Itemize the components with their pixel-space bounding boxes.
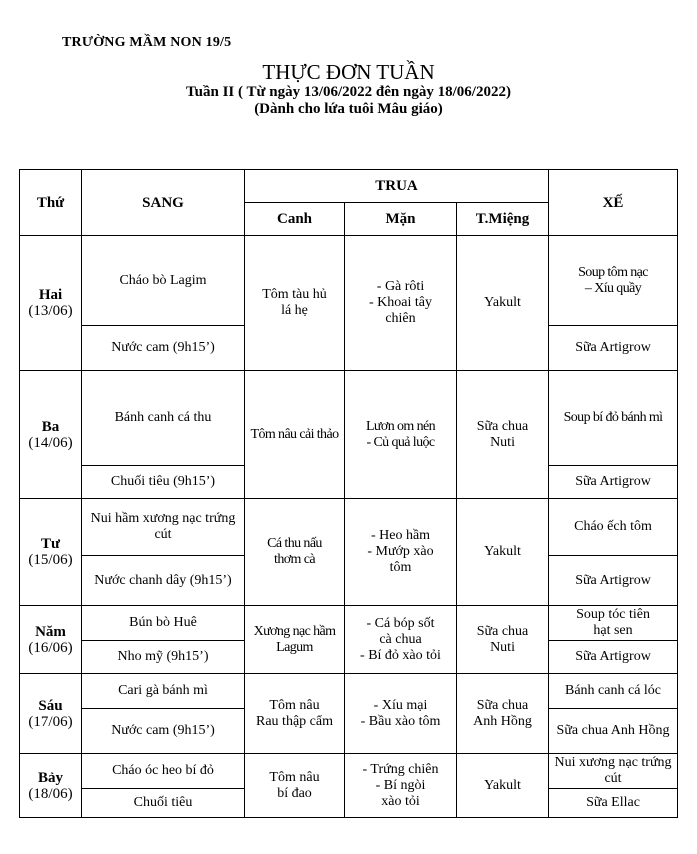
dessert-line: Nuti: [490, 434, 515, 450]
dessert-cell: [457, 674, 549, 754]
day-date: (13/06): [28, 303, 73, 319]
afternoon-main-cell: [549, 499, 678, 556]
savory-cell: [345, 499, 457, 606]
morning-snack-cell: Nho mỹ (9h15’): [82, 641, 245, 674]
soup-cell: [245, 606, 345, 674]
afternoon-main-line: Bánh canh cá lóc: [565, 683, 662, 698]
soup-line: bí đao: [277, 785, 312, 801]
morning-snack-cell: Nước chanh dây (9h15’): [82, 556, 245, 606]
morning-snack-cell: Chuối tiêu (9h15’): [82, 466, 245, 499]
day-cell: [20, 674, 82, 754]
savory-line: - Cá bóp sốt: [366, 615, 435, 631]
day-row: [20, 499, 678, 556]
header-morning: SANG: [82, 170, 245, 236]
day-row: [20, 674, 678, 709]
dessert-line: Sữa chua: [476, 418, 529, 434]
header-dessert: T.Miệng: [457, 203, 549, 236]
dessert-cell: [457, 236, 549, 371]
page-title: THỰC ĐƠN TUẦN: [262, 60, 435, 84]
day-date: (18/06): [28, 785, 73, 802]
soup-line: Tôm nâu cải thảo: [250, 426, 339, 442]
savory-line: tôm: [389, 560, 412, 575]
morning-main-cell: Nui hầm xương nạc trứng cút: [82, 499, 245, 556]
savory-line: - Củ quả luộc: [366, 434, 435, 450]
afternoon-main-line: Cháo ếch tôm: [574, 519, 652, 534]
school-name: TRƯỜNG MẦM NON 19/5: [62, 35, 232, 50]
day-row: [20, 236, 678, 326]
day-cell: [20, 371, 82, 499]
dessert-cell: [457, 606, 549, 674]
morning-main-cell: Cari gà bánh mì: [82, 674, 245, 709]
afternoon-main-cell: [549, 606, 678, 641]
soup-line: Rau thập cẩm: [256, 713, 333, 729]
savory-line: xào tỏi: [381, 793, 420, 809]
day-date: (16/06): [28, 639, 73, 656]
savory-cell: [345, 236, 457, 371]
afternoon-main-cell: [549, 371, 678, 466]
dessert-line: Nuti: [490, 639, 515, 655]
dessert-line: Anh Hồng: [473, 713, 532, 729]
morning-main-cell: Cháo bò Lagim: [82, 236, 245, 326]
soup-cell: [245, 499, 345, 606]
audience-note: (Dành cho lứa tuôi Mâu giáo): [254, 101, 443, 117]
savory-line: - Xíu mại: [373, 697, 428, 713]
day-name: Hai: [38, 287, 63, 303]
soup-cell: [245, 371, 345, 499]
savory-line: - Bí đỏ xào tỏi: [360, 647, 441, 663]
soup-line: Xương nạc hầm: [253, 623, 336, 639]
afternoon-main-cell: [549, 674, 678, 709]
morning-main-cell: Bún bò Huê: [82, 606, 245, 641]
day-row: [20, 371, 678, 466]
savory-line: - Bí ngòi: [375, 777, 426, 793]
afternoon-milk-cell: Sữa Artigrow: [549, 641, 678, 674]
soup-line: Cá thu nấu: [267, 536, 322, 551]
dessert-line: Sữa chua: [476, 697, 529, 713]
afternoon-milk-cell: Sữa Artigrow: [549, 326, 678, 371]
day-date: (17/06): [28, 713, 73, 730]
soup-cell: [245, 674, 345, 754]
savory-cell: [345, 754, 457, 818]
morning-snack-cell: Nước cam (9h15’): [82, 709, 245, 754]
header-day: Thứ: [20, 170, 82, 236]
day-row: [20, 606, 678, 641]
soup-line: thơm cà: [274, 552, 315, 567]
dessert-line: Yakult: [484, 777, 521, 793]
savory-line: - Khoai tây: [369, 295, 432, 310]
soup-cell: [245, 754, 345, 818]
week-range: Tuần II ( Từ ngày 13/06/2022 đên ngày 18/06/2022): [186, 84, 511, 100]
day-cell: [20, 236, 82, 371]
morning-main-cell: Bánh canh cá thu: [82, 371, 245, 466]
morning-main-cell: Cháo óc heo bí đỏ: [82, 754, 245, 789]
soup-line: Tôm nâu: [269, 769, 320, 785]
header-soup: Canh: [245, 203, 345, 236]
savory-line: - Bầu xào tôm: [360, 713, 441, 729]
afternoon-milk-cell: Sữa Artigrow: [549, 466, 678, 499]
header-lunch: TRUA: [245, 170, 549, 203]
afternoon-main-line: Soup tóc tiên: [576, 607, 650, 622]
day-name: Ba: [41, 418, 60, 435]
day-cell: [20, 754, 82, 818]
day-cell: [20, 606, 82, 674]
dessert-line: Yakult: [484, 544, 521, 559]
afternoon-main-line: hạt sen: [593, 623, 633, 638]
dessert-cell: [457, 754, 549, 818]
afternoon-milk-cell: Sữa chua Anh Hồng: [549, 709, 678, 754]
dessert-line: Sữa chua: [476, 623, 529, 639]
savory-cell: [345, 371, 457, 499]
savory-line: - Gà rôti: [376, 279, 425, 294]
day-name: Bảy: [37, 769, 63, 786]
soup-line: Tôm tàu hủ: [262, 287, 327, 302]
savory-line: - Trứng chiên: [362, 761, 439, 777]
header-afternoon: XẾ: [549, 170, 678, 236]
savory-line: Lươn om nén: [365, 418, 436, 434]
day-cell: [20, 499, 82, 606]
day-date: (14/06): [28, 434, 73, 451]
menu-body: [20, 236, 678, 818]
day-row: [20, 754, 678, 789]
day-name: Tư: [40, 536, 60, 552]
afternoon-main-line: Soup bí đỏ bánh mì: [563, 410, 663, 425]
savory-cell: [345, 606, 457, 674]
savory-line: - Mướp xào: [367, 544, 434, 559]
morning-snack-cell: Chuối tiêu: [82, 789, 245, 818]
weekly-menu-table: [19, 169, 678, 818]
morning-snack-cell: Nước cam (9h15’): [82, 326, 245, 371]
afternoon-main-line: Nui xương nạc trứng cút: [554, 755, 672, 786]
afternoon-main-line: Soup tôm nạc: [578, 264, 648, 280]
afternoon-main-line: – Xíu quầy: [584, 280, 642, 296]
afternoon-milk-cell: Sữa Ellac: [549, 789, 678, 818]
dessert-line: Yakult: [484, 295, 521, 310]
day-date: (15/06): [28, 552, 73, 568]
dessert-cell: [457, 371, 549, 499]
header-savory: Mặn: [345, 203, 457, 236]
soup-line: Tôm nâu: [269, 697, 320, 713]
savory-line: chiên: [385, 311, 416, 326]
soup-line: lá hẹ: [281, 303, 308, 318]
soup-cell: [245, 236, 345, 371]
dessert-cell: [457, 499, 549, 606]
day-name: Năm: [35, 623, 66, 640]
day-name: Sáu: [38, 697, 63, 714]
soup-line: Lagum: [276, 639, 313, 655]
savory-cell: [345, 674, 457, 754]
savory-line: - Heo hầm: [370, 528, 431, 543]
savory-line: cà chua: [379, 631, 422, 647]
afternoon-main-cell: [549, 236, 678, 326]
afternoon-milk-cell: Sữa Artigrow: [549, 556, 678, 606]
afternoon-main-cell: [549, 754, 678, 789]
